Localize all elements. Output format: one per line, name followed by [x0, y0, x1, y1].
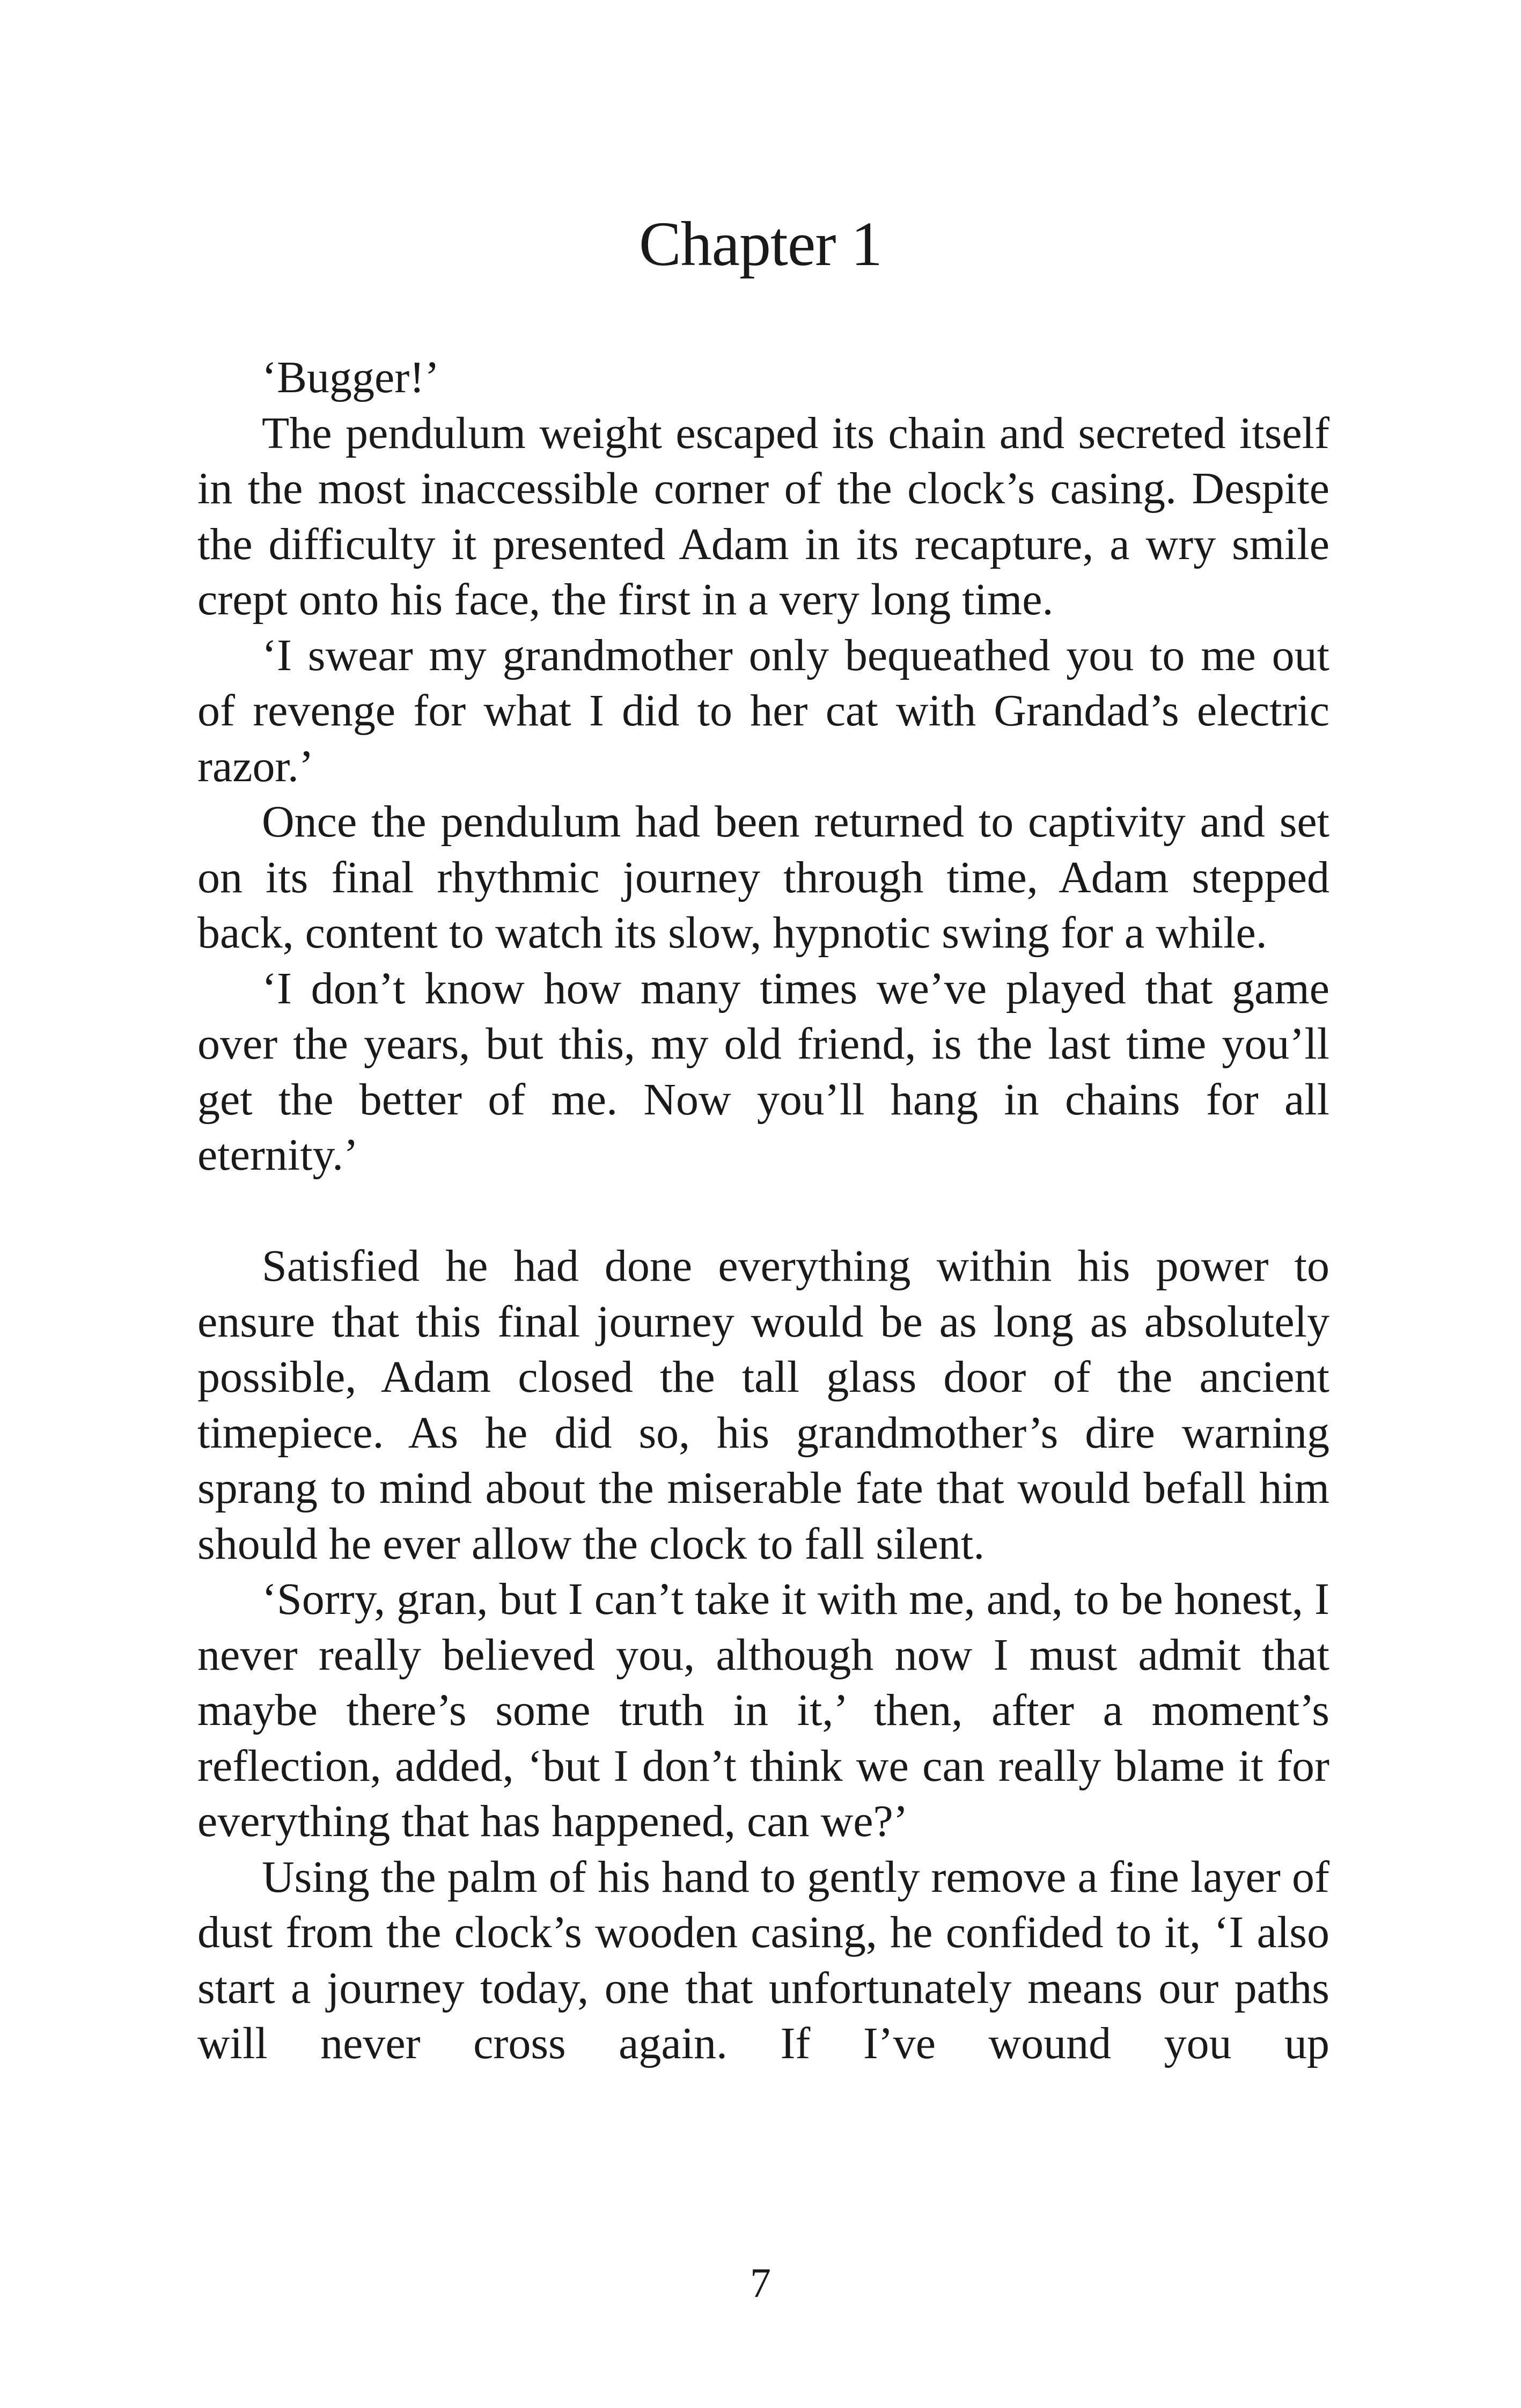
chapter-title: Chapter 1	[638, 209, 883, 279]
page-number: 7	[750, 2259, 771, 2306]
paragraph: Using the palm of his hand to gently remove a fine layer of dust from the clock’s wooden casing, he confided to it, ‘I also start a journey today, one that unfortunately means our paths will never cross again. If I’ve wound you up	[197, 1852, 1329, 2068]
paragraph: The pendulum weight escaped its chain and secreted itself in the most inaccessible corner of the clock’s casing. Despite the difficulty it presented Adam in its recapture, a wry smile crept onto his face, the first in a very long time.	[197, 408, 1329, 625]
paragraph: ‘I don’t know how many times we’ve played that game over the years, but this, my old friend, is the last time you’ll get the better of me. Now you’ll hang in chains for all eternity.’	[197, 963, 1329, 1180]
paragraph: ‘I swear my grandmother only bequeathed you to me out of revenge for what I did to her cat with Grandad’s electric razor.’	[197, 630, 1329, 791]
paragraph: ‘Bugger!’	[262, 353, 440, 402]
paragraph: ‘Sorry, gran, but I can’t take it with me, and, to be honest, I never really believed you, although now I must admit that maybe there’s some truth in it,’ then, after a moment’s reflection, added, ‘but I don’t think we can really blame it for everything that has happened, can we?’	[197, 1574, 1329, 1846]
paragraph: Satisfied he had done everything within his power to ensure that this final journey would be as long as absolutely possible, Adam closed the tall glass door of the ancient timepiece. As he did so, his grandmother’s dire warning sprang to mind about the miserable fate that would befall him should he ever allow the clock to fall silent.	[197, 1241, 1329, 1569]
chapter-body	[197, 350, 1329, 2072]
paragraph: Once the pendulum had been returned to captivity and set on its final rhythmic journey through time, Adam stepped back, content to watch its slow, hypnotic swing for a while.	[197, 797, 1329, 958]
